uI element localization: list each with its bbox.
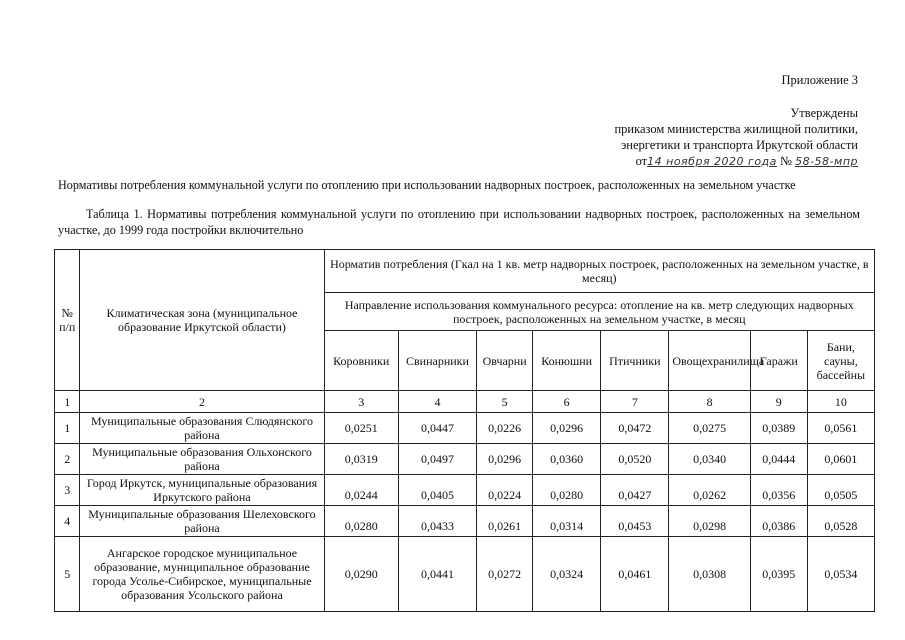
value-cell: 0,0319 bbox=[324, 444, 398, 475]
handwritten-date: 14 ноября 2020 года bbox=[647, 155, 777, 168]
row-number: 3 bbox=[55, 475, 80, 506]
row-zone: Город Иркутск, муниципальные образования Иркутского района bbox=[80, 475, 324, 506]
index-cell: 4 bbox=[398, 391, 476, 413]
value-cell: 0,0296 bbox=[533, 413, 601, 444]
value-cell: 0,0280 bbox=[324, 506, 398, 537]
number-prefix: № bbox=[780, 154, 792, 168]
value-cell: 0,0261 bbox=[477, 506, 533, 537]
norms-table bbox=[54, 249, 875, 612]
row-number: 4 bbox=[55, 506, 80, 537]
table-row bbox=[55, 444, 875, 475]
value-cell: 0,0290 bbox=[324, 537, 398, 612]
value-cell: 0,0528 bbox=[807, 506, 874, 537]
value-cell: 0,0244 bbox=[324, 475, 398, 506]
row-zone: Муниципальные образования Слюдянского района bbox=[80, 413, 324, 444]
index-cell: 1 bbox=[55, 391, 80, 413]
norm-header: Норматив потребления (Гкал на 1 кв. метр надворных построек, расположенных на земельном участке, в месяц) bbox=[324, 250, 874, 293]
row-number: 1 bbox=[55, 413, 80, 444]
value-cell: 0,0298 bbox=[669, 506, 750, 537]
value-cell: 0,0601 bbox=[807, 444, 874, 475]
col-zone-header: Климатическая зона (муниципальное образование Иркутской области) bbox=[80, 250, 324, 391]
value-cell: 0,0453 bbox=[601, 506, 669, 537]
approval-line-2: приказом министерства жилищной политики, bbox=[614, 122, 858, 136]
row-zone: Муниципальные образования Ольхонского района bbox=[80, 444, 324, 475]
appendix-label: Приложение 3 bbox=[781, 73, 858, 87]
document-title: Нормативы потребления коммунальной услуги по отоплению при использовании надворных построек, расположенных на земельном участке bbox=[58, 178, 796, 192]
value-cell: 0,0251 bbox=[324, 413, 398, 444]
value-cell: 0,0308 bbox=[669, 537, 750, 612]
col-num-header: № п/п bbox=[55, 250, 80, 391]
row-number: 2 bbox=[55, 444, 80, 475]
value-cell: 0,0444 bbox=[750, 444, 807, 475]
value-cell: 0,0226 bbox=[477, 413, 533, 444]
table-row bbox=[55, 475, 875, 506]
index-cell: 2 bbox=[80, 391, 324, 413]
value-cell: 0,0427 bbox=[601, 475, 669, 506]
value-cell: 0,0386 bbox=[750, 506, 807, 537]
index-row bbox=[55, 391, 875, 413]
category-header: Свинарники bbox=[398, 331, 476, 391]
value-cell: 0,0275 bbox=[669, 413, 750, 444]
value-cell: 0,0433 bbox=[398, 506, 476, 537]
index-cell: 7 bbox=[601, 391, 669, 413]
index-cell: 5 bbox=[477, 391, 533, 413]
index-cell: 3 bbox=[324, 391, 398, 413]
value-cell: 0,0405 bbox=[398, 475, 476, 506]
handwritten-number: 58-58-мпр bbox=[795, 155, 858, 168]
row-zone: Ангарское городское муниципальное образование, муниципальное образование города Усолье-Сибирское, муниципальные образования Усольского района bbox=[80, 537, 324, 612]
value-cell: 0,0314 bbox=[533, 506, 601, 537]
category-header: Овчарни bbox=[477, 331, 533, 391]
value-cell: 0,0360 bbox=[533, 444, 601, 475]
date-prefix: от bbox=[635, 154, 648, 168]
approval-block bbox=[614, 105, 858, 170]
category-header: Бани, сауны, бассейны bbox=[807, 331, 874, 391]
value-cell: 0,0497 bbox=[398, 444, 476, 475]
index-cell: 9 bbox=[750, 391, 807, 413]
value-cell: 0,0441 bbox=[398, 537, 476, 612]
value-cell: 0,0447 bbox=[398, 413, 476, 444]
table-row bbox=[55, 537, 875, 612]
value-cell: 0,0272 bbox=[477, 537, 533, 612]
row-zone: Муниципальные образования Шелеховского района bbox=[80, 506, 324, 537]
value-cell: 0,0280 bbox=[533, 475, 601, 506]
approval-line-3: энергетики и транспорта Иркутской области bbox=[620, 138, 858, 152]
approval-line-1: Утверждены bbox=[790, 106, 858, 120]
table-caption: Таблица 1. Нормативы потребления коммунальной услуги по отоплению при использовании надворных построек, расположенных на земельном участке, до 1999 года постройки включительно bbox=[58, 207, 860, 237]
value-cell: 0,0356 bbox=[750, 475, 807, 506]
category-header: Овощехранилища bbox=[669, 331, 750, 391]
category-header: Гаражи bbox=[750, 331, 807, 391]
value-cell: 0,0324 bbox=[533, 537, 601, 612]
value-cell: 0,0505 bbox=[807, 475, 874, 506]
value-cell: 0,0395 bbox=[750, 537, 807, 612]
row-number: 5 bbox=[55, 537, 80, 612]
index-cell: 6 bbox=[533, 391, 601, 413]
value-cell: 0,0340 bbox=[669, 444, 750, 475]
value-cell: 0,0262 bbox=[669, 475, 750, 506]
category-header: Птичники bbox=[601, 331, 669, 391]
value-cell: 0,0461 bbox=[601, 537, 669, 612]
table-row bbox=[55, 506, 875, 537]
value-cell: 0,0520 bbox=[601, 444, 669, 475]
category-header: Коровники bbox=[324, 331, 398, 391]
value-cell: 0,0534 bbox=[807, 537, 874, 612]
direction-header: Направление использования коммунального ресурса: отопление на кв. метр следующих надворных построек, расположенных на земельном участке, в месяц bbox=[324, 293, 874, 331]
value-cell: 0,0472 bbox=[601, 413, 669, 444]
table-row bbox=[55, 413, 875, 444]
value-cell: 0,0389 bbox=[750, 413, 807, 444]
approval-date-line bbox=[614, 153, 858, 170]
value-cell: 0,0296 bbox=[477, 444, 533, 475]
value-cell: 0,0561 bbox=[807, 413, 874, 444]
index-cell: 8 bbox=[669, 391, 750, 413]
index-cell: 10 bbox=[807, 391, 874, 413]
category-header: Конюшни bbox=[533, 331, 601, 391]
value-cell: 0,0224 bbox=[477, 475, 533, 506]
